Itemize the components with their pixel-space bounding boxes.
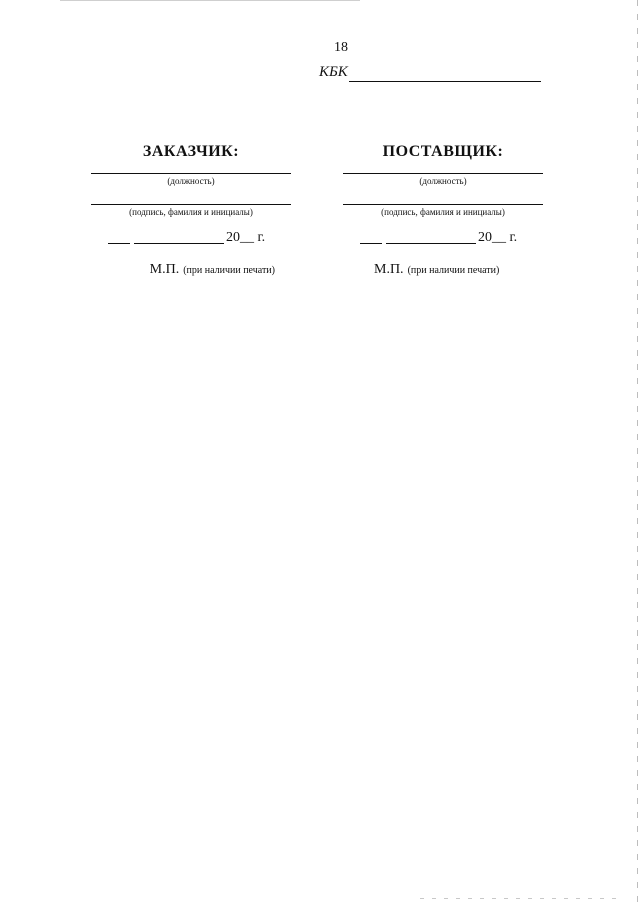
customer-stamp-label: М.П. xyxy=(149,262,180,277)
customer-date-month-blank xyxy=(134,243,224,244)
supplier-date-day-blank xyxy=(360,243,382,244)
supplier-signature-line xyxy=(343,204,543,205)
supplier-signature-caption: (подпись, фамилия и инициалы) xyxy=(381,207,505,217)
customer-date-row xyxy=(91,230,291,248)
customer-signature-block xyxy=(91,141,291,278)
kbk-field xyxy=(319,64,549,84)
supplier-year-suffix: г. xyxy=(509,230,518,245)
customer-year-suffix: г. xyxy=(257,230,266,245)
supplier-date-row xyxy=(343,230,543,248)
supplier-date-year: 20__ г. xyxy=(478,230,518,245)
supplier-title: ПОСТАВЩИК: xyxy=(382,143,504,160)
page-number: 18 xyxy=(334,40,348,55)
customer-date-year: 20__ г. xyxy=(226,230,266,245)
customer-position-line xyxy=(91,173,291,174)
customer-title: ЗАКАЗЧИК: xyxy=(142,143,240,160)
scan-artifact-right-edge xyxy=(637,0,638,905)
customer-stamp-note: (при наличии печати) xyxy=(183,265,275,276)
supplier-stamp-place xyxy=(343,260,543,278)
supplier-stamp-label: М.П. xyxy=(374,262,404,277)
customer-date-day-blank xyxy=(108,243,130,244)
supplier-year-prefix: 20 xyxy=(478,230,492,245)
supplier-date-month-blank xyxy=(386,243,476,244)
scan-artifact-bottom xyxy=(420,898,620,899)
kbk-blank-line xyxy=(349,81,541,82)
kbk-label: КБК xyxy=(319,64,348,80)
supplier-stamp-note: (при наличии печати) xyxy=(407,265,500,276)
customer-position-caption: (должность) xyxy=(167,176,215,186)
scan-artifact-top xyxy=(60,0,360,1)
supplier-position-caption: (должность) xyxy=(419,176,467,186)
customer-stamp-place xyxy=(91,260,291,278)
supplier-signature-block xyxy=(343,141,543,278)
customer-signature-line xyxy=(91,204,291,205)
supplier-position-line xyxy=(343,173,543,174)
customer-year-prefix: 20 xyxy=(226,230,240,245)
customer-signature-caption: (подпись, фамилия и инициалы) xyxy=(129,207,253,217)
